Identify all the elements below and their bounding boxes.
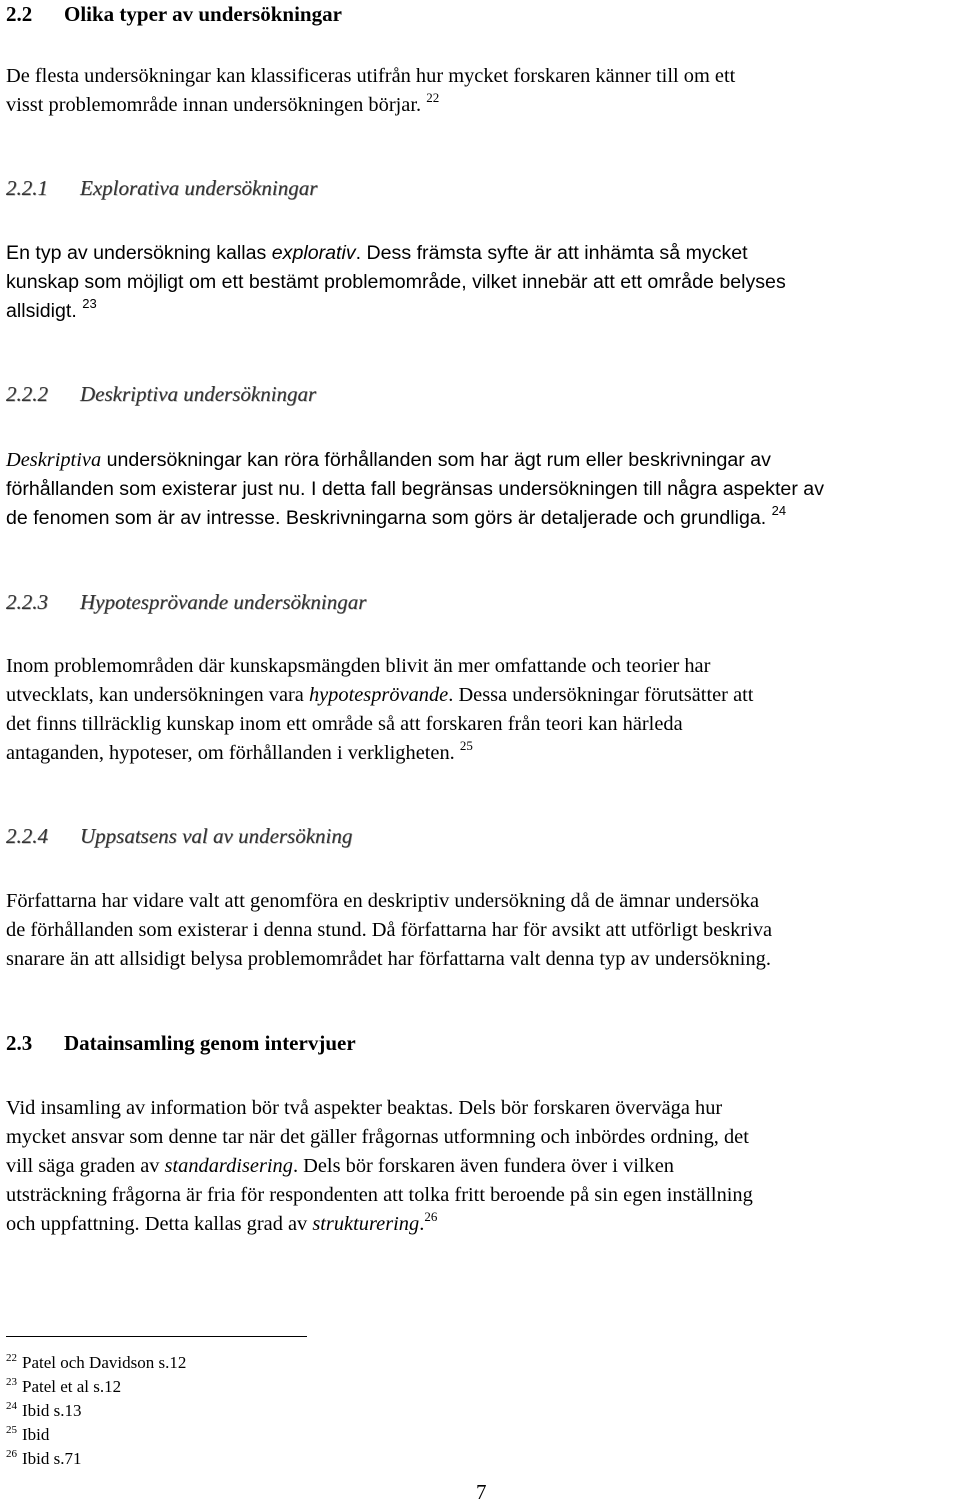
text-span: En typ av undersökning kallas — [6, 242, 272, 264]
footnote — [6, 1447, 186, 1471]
heading-2-2-2 — [6, 382, 316, 407]
text-span: undersökningar kan röra förhållanden som har ägt rum eller beskrivningar av — [101, 449, 771, 471]
footnote-text: Ibid s.13 — [22, 1401, 82, 1420]
paragraph-2-3 — [6, 1094, 958, 1239]
footnote-text: Patel et al s.12 — [22, 1377, 122, 1396]
footnote-text: Ibid s.71 — [22, 1449, 82, 1468]
text-line: Vid insamling av information bör två aspekter beaktas. Dels bör forskaren överväga hur — [6, 1097, 723, 1119]
text-span: och uppfattning. Detta kallas grad av — [6, 1213, 313, 1235]
footnote-ref: 25 — [459, 738, 473, 753]
text-span: I detta fall begränsas undersökningen till några aspekter av — [305, 478, 824, 500]
text-span: vill säga graden av — [6, 1155, 165, 1177]
footnote-text: Patel och Davidson s.12 — [22, 1353, 187, 1372]
footnote-text: Ibid — [22, 1425, 50, 1444]
paragraph-2-2-2 — [6, 446, 958, 533]
text-line: Inom problemområden där kunskapsmängden blivit än mer omfattande och teorier har — [6, 655, 711, 677]
text-line — [6, 504, 958, 533]
heading-number: 2.2.2 — [6, 382, 48, 406]
text-line — [6, 446, 958, 475]
heading-title: Deskriptiva undersökningar — [80, 382, 317, 406]
italic-term: hypotesprövande — [308, 684, 449, 706]
text-span: antaganden, hypoteser, om förhållanden i verkligheten. — [6, 742, 455, 764]
heading-title: Hypotesprövande undersökningar — [80, 590, 367, 614]
heading-2-2-3 — [6, 590, 366, 615]
text-span: . Dels bör forskaren även fundera över i vilken — [292, 1155, 675, 1177]
heading-title: Olika typer av undersökningar — [64, 2, 342, 26]
paragraph-2-2-3 — [6, 652, 958, 768]
text-span: de fenomen som är av intresse. — [6, 507, 281, 529]
paragraph-2-2 — [6, 62, 958, 120]
heading-number: 2.2.4 — [6, 824, 48, 848]
text-span: . — [419, 1213, 425, 1235]
footnote-number: 25 — [6, 1424, 17, 1436]
text-line — [6, 1152, 958, 1181]
heading-number: 2.2.3 — [6, 590, 48, 614]
text-span: visst problemområde innan undersökningen börjar. — [6, 94, 422, 116]
heading-number: 2.2 — [6, 2, 33, 26]
heading-title: Datainsamling genom intervjuer — [64, 1031, 356, 1055]
heading-2-3 — [6, 1031, 356, 1056]
text-line — [6, 475, 958, 504]
italic-term: explorativ — [271, 242, 356, 264]
italic-term: strukturering — [312, 1213, 420, 1235]
heading-2-2-1 — [6, 176, 317, 201]
heading-title: Uppsatsens val av undersökning — [80, 824, 353, 848]
paragraph-2-2-1 — [6, 239, 958, 326]
text-line — [6, 91, 958, 120]
footnote — [6, 1375, 186, 1399]
text-line: kunskap som möjligt om ett bestämt problemområde, vilket innebär att ett område belyses — [6, 271, 786, 293]
footnote-number: 22 — [6, 1352, 17, 1364]
heading-number: 2.2.1 — [6, 176, 48, 200]
footnote-ref: 22 — [426, 90, 440, 105]
heading-number: 2.3 — [6, 1031, 33, 1055]
italic-term: Deskriptiva — [6, 449, 102, 471]
text-span: Beskrivningarna som görs är detaljerade och grundliga. — [280, 507, 767, 529]
text-line: de förhållanden som existerar i denna stund. Då författarna har för avsikt att utförligt beskriva — [6, 919, 773, 941]
footnote-number: 26 — [6, 1448, 17, 1460]
footnote — [6, 1351, 186, 1375]
text-span: utvecklats, kan undersökningen vara — [6, 684, 309, 706]
text-line — [6, 681, 958, 710]
footnote — [6, 1423, 186, 1447]
text-line — [6, 1210, 958, 1239]
heading-2-2 — [6, 2, 342, 27]
text-span: . Dess främsta syfte är att inhämta så mycket — [355, 242, 748, 264]
footnote-ref: 24 — [771, 503, 787, 518]
text-line: snarare än att allsidigt belysa problemområdet har författarna valt denna typ av undersökning. — [6, 948, 771, 970]
text-line — [6, 239, 958, 268]
paragraph-2-2-4 — [6, 887, 958, 974]
heading-title: Explorativa undersökningar — [80, 176, 318, 200]
text-line — [6, 297, 958, 326]
text-line: utsträckning frågorna är fria för respondenten att tolka fritt beroende på sin egen inställning — [6, 1184, 753, 1206]
footnote-ref: 26 — [424, 1209, 438, 1224]
footnote-separator — [6, 1336, 307, 1337]
text-line: det finns tillräcklig kunskap inom ett område så att forskaren från teori kan härleda — [6, 713, 683, 735]
text-line — [6, 739, 958, 768]
heading-2-2-4 — [6, 824, 352, 849]
text-span: . Dessa undersökningar förutsätter att — [448, 684, 754, 706]
italic-term: standardisering — [164, 1155, 293, 1177]
footnote — [6, 1399, 186, 1423]
footnote-number: 24 — [6, 1400, 17, 1412]
text-span: allsidigt. — [6, 300, 77, 322]
text-line: mycket ansvar som denne tar när det gäller frågornas utformning och inbördes ordning, det — [6, 1126, 749, 1148]
footnote-list — [6, 1351, 186, 1471]
text-span: förhållanden som existerar just nu. — [6, 478, 306, 500]
text-line: Författarna har vidare valt att genomföra en deskriptiv undersökning då de ämnar undersöka — [6, 890, 760, 912]
page-number: 7 — [476, 1480, 487, 1504]
footnote-ref: 23 — [82, 296, 97, 311]
text-line: De flesta undersökningar kan klassificeras utifrån hur mycket forskaren känner till om ett — [6, 65, 736, 87]
footnote-number: 23 — [6, 1376, 17, 1388]
